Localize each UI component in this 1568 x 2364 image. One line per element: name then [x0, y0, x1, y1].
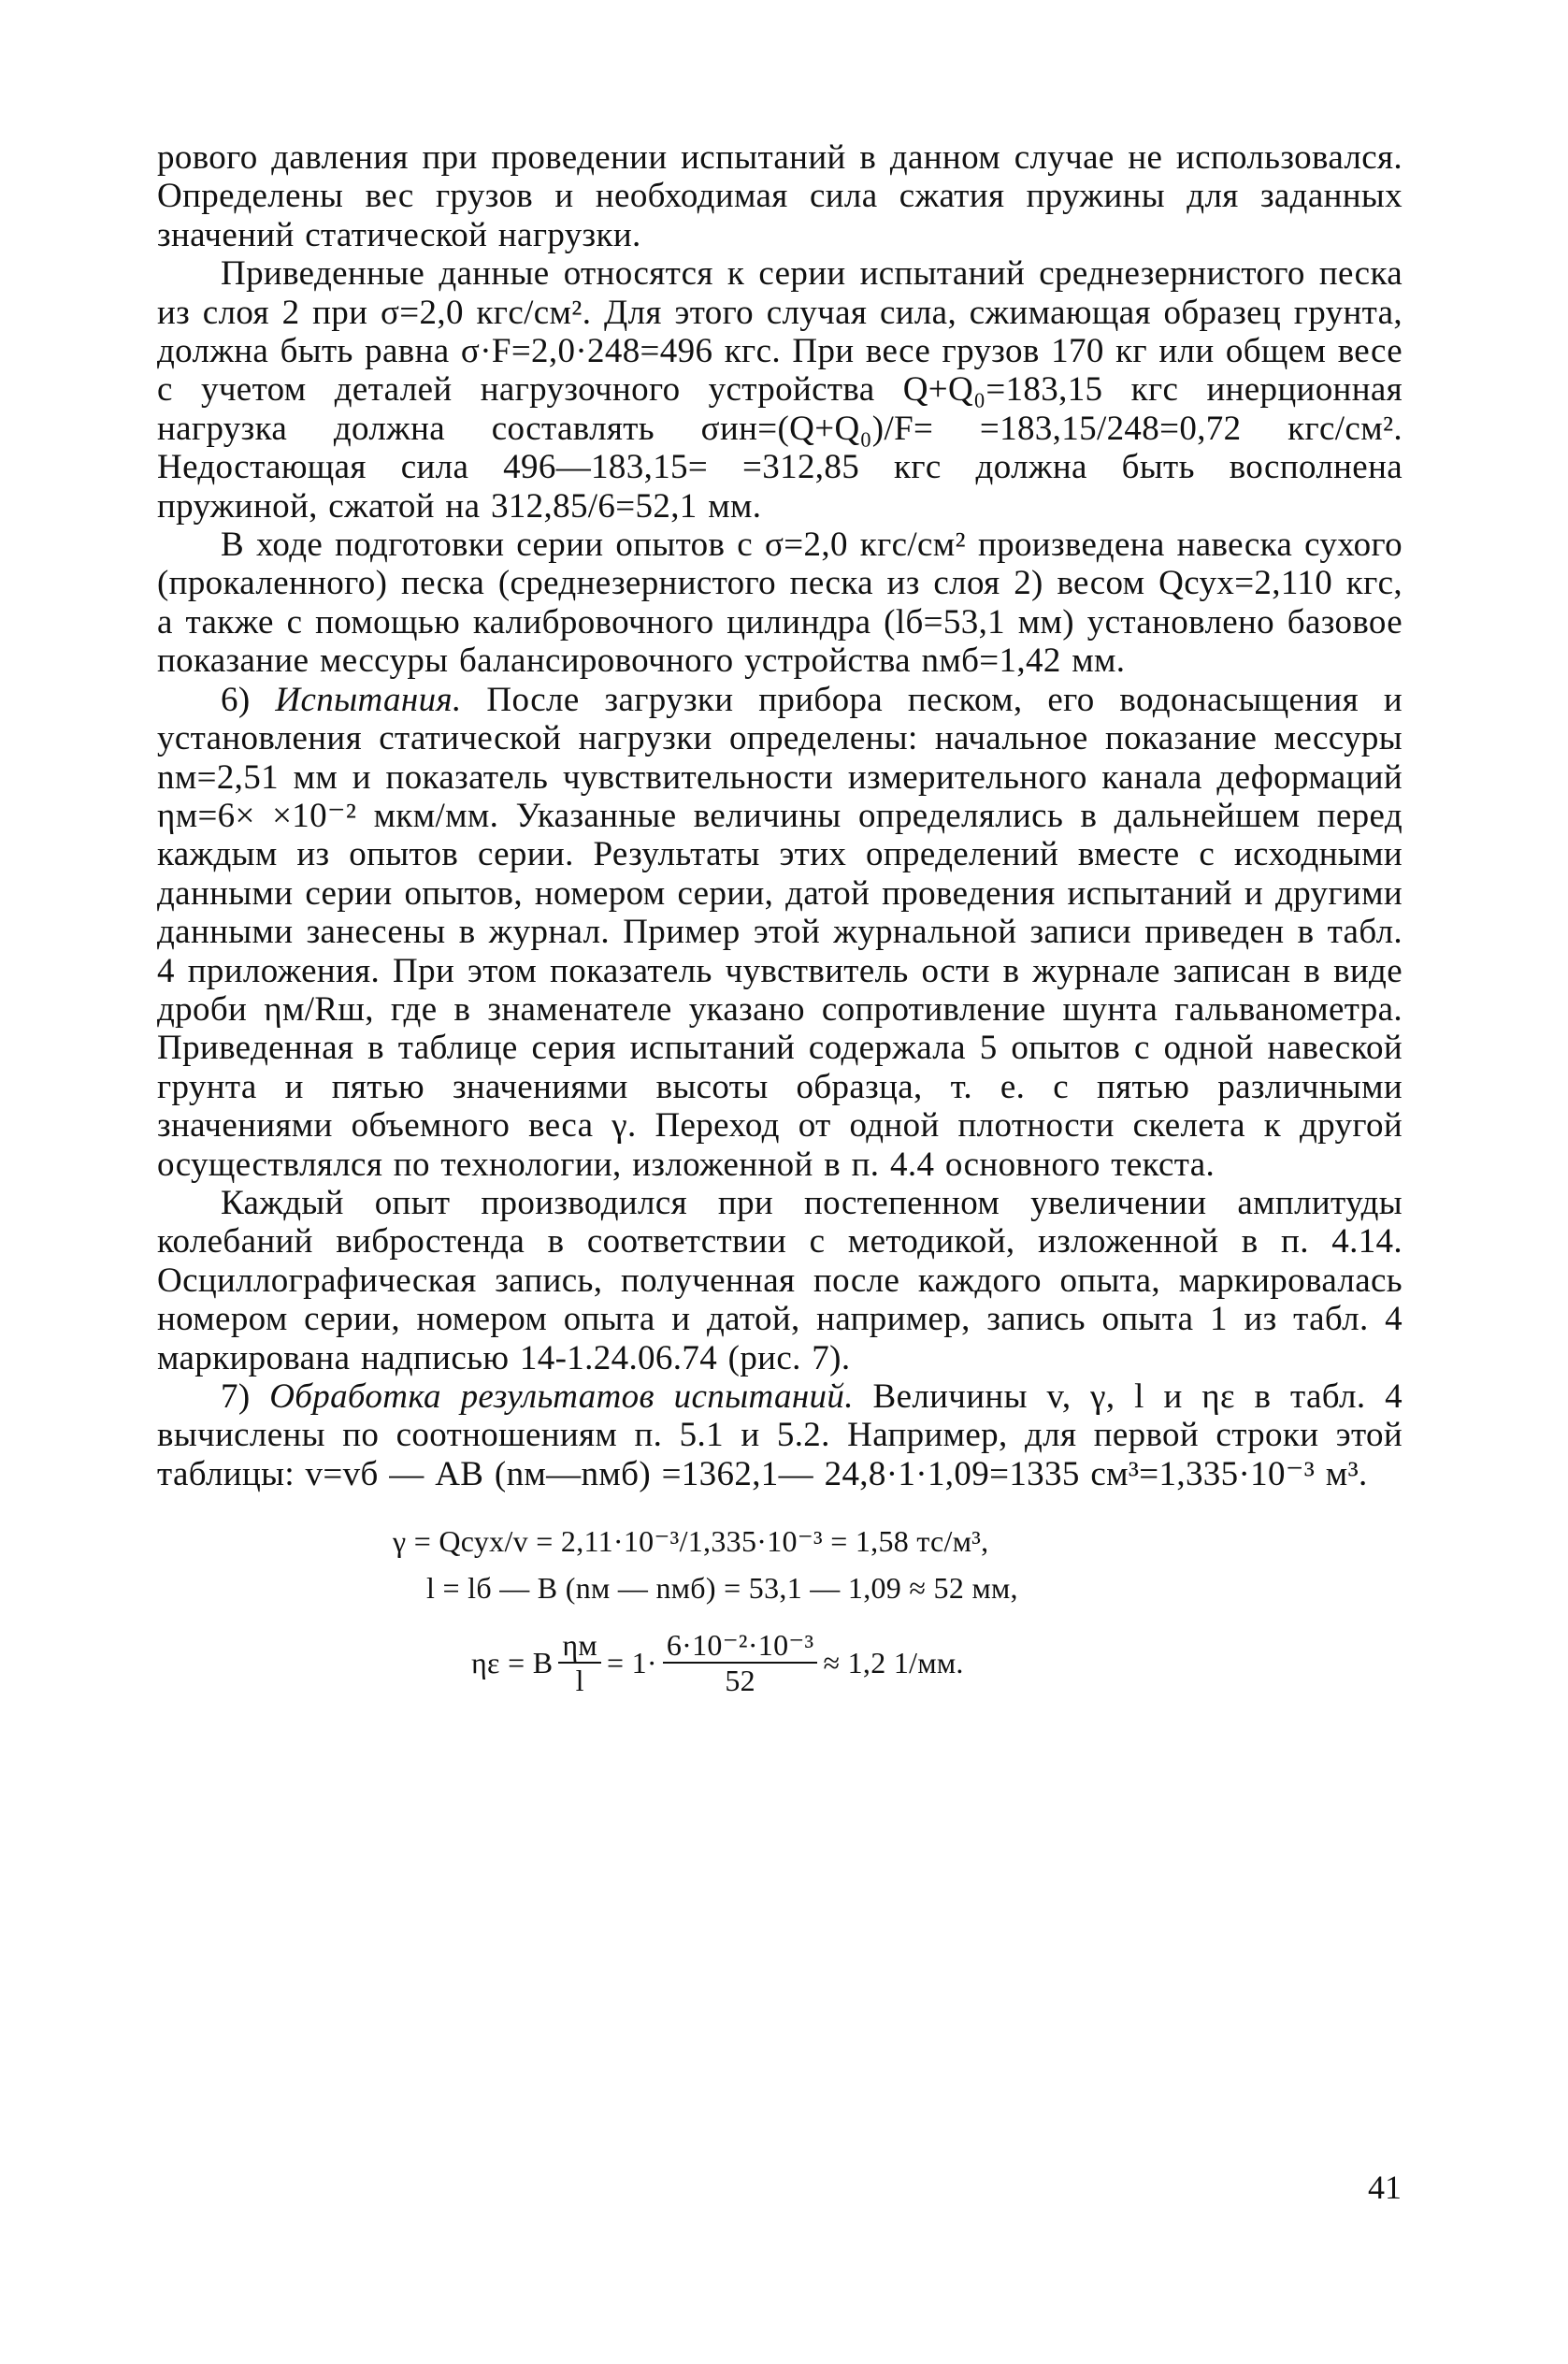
fraction-1-denominator: l	[575, 1664, 584, 1698]
paragraph-4	[157, 681, 1403, 1184]
paragraph-6	[157, 1377, 1403, 1493]
formula-eta-left: ηε = B	[471, 1646, 554, 1680]
paragraph-2-text: Приведенные данные относятся к серии испытаний среднезернистого песка из слоя 2 при σ=2,0 кгс/см². Для этого случая сила, сжимающая образец грунта, должна быть равна σ·F=2,0·248=496 кгс. При весе грузов 170 кг или общем весе с учетом деталей нагрузочного устройства Q+Q₀=183,15 кгс инерционная нагрузка должна составлять σин=(Q+Q₀)/F= =183,15/248=0,72 кгс/см². Недостающая сила 496—183,15= =312,85 кгс должна быть восполнена пружиной, сжатой на 312,85/6=52,1 мм.	[157, 254, 1403, 526]
paragraph-4-text: После загрузки прибора песком, его водонасыщения и установления статической нагрузки определены: начальное показание мессуры nм=2,51 мм и показатель чувствительности измерительного канала деформаций ηм=6× ×10⁻² мкм/мм. Указанные величины определялись в дальнейшем перед каждым из опытов серии. Результаты этих определений вместе с исходными данными серии опытов, номером серии, датой проведения испытаний и другими данными занесены в журнал. Пример этой журнальной записи приведен в табл. 4 приложения. При этом показатель чувствитель ости в журнале записан в виде дроби ηм/Rш, где в знаменателе указано сопротивление шунта гальванометра. Приведенная в таблице серия испытаний содержала 5 опытов с одной навеской грунта и пятью значениями высоты образца, т. е. с пятью различными значениями объемного веса γ. Переход от одной плотности скелета к другой осуществлялся по технологии, изложенной в п. 4.4 основного текста.	[157, 680, 1403, 1184]
paragraph-5	[157, 1184, 1403, 1377]
paragraph-6-lead: 7)	[221, 1377, 270, 1416]
paragraph-1	[157, 138, 1403, 254]
section-heading-processing: Обработка результатов испытаний.	[269, 1377, 854, 1416]
fraction-eta-over-l	[558, 1628, 601, 1697]
fraction-1-numerator: ηм	[558, 1628, 601, 1664]
paragraph-6-text: Величины v, γ, l и ηε в табл. 4 вычислены по соотношениям п. 5.1 и 5.2. Например, для первой строки этой таблицы: v=vб — AB (nм—nмб) =1362,1— 24,8·1·1,09=1335 см³=1,335·10⁻³ м³.	[157, 1377, 1403, 1493]
formula-length: l = lб — B (nм — nмб) = 53,1 — 1,09 ≈ 52 мм,	[426, 1571, 1018, 1606]
page-number: 41	[1368, 2169, 1402, 2206]
page-body	[157, 138, 1403, 2252]
paragraph-5-text: Каждый опыт производился при постепенном увеличении амплитуды колебаний вибростенда в соответствии с методикой, изложенной в п. 4.14. Осциллографическая запись, полученная после каждого опыта, маркировалась номером серии, номером опыта и датой, например, запись опыта 1 из табл. 4 маркирована надписью 14-1.24.06.74 (рис. 7).	[157, 1183, 1403, 1377]
paragraph-3	[157, 526, 1403, 681]
formula-gamma: γ = Qсух/v = 2,11·10⁻³/1,335·10⁻³ = 1,58 тс/м³,	[393, 1524, 989, 1559]
section-heading-testing: Испытания.	[275, 680, 462, 719]
paragraph-4-lead: 6)	[221, 680, 276, 719]
fraction-value	[663, 1628, 818, 1697]
formula-block	[393, 1518, 1403, 1697]
fraction-2-numerator: 6·10⁻²·10⁻³	[663, 1628, 818, 1664]
formula-eta-mid: = 1·	[606, 1646, 657, 1680]
paragraph-3-text: В ходе подготовки серии опытов с σ=2,0 кгс/см² произведена навеска сухого (прокаленного) песка (среднезернистого песка из слоя 2) весом Qсух=2,110 кгс, а также с помощью калибровочного цилиндра (lб=53,1 мм) установлено базовое показание мессуры балансировочного устройства nмб=1,42 мм.	[157, 526, 1403, 681]
fraction-2-denominator: 52	[725, 1664, 755, 1698]
formula-eta	[471, 1628, 1403, 1697]
paragraph-1-text: рового давления при проведении испытаний в данном случае не использовался. Определены вес грузов и необходимая сила сжатия пружины для заданных значений статической нагрузки.	[157, 138, 1403, 254]
formula-eta-right: ≈ 1,2 1/мм.	[823, 1646, 964, 1680]
paragraph-2	[157, 254, 1403, 526]
